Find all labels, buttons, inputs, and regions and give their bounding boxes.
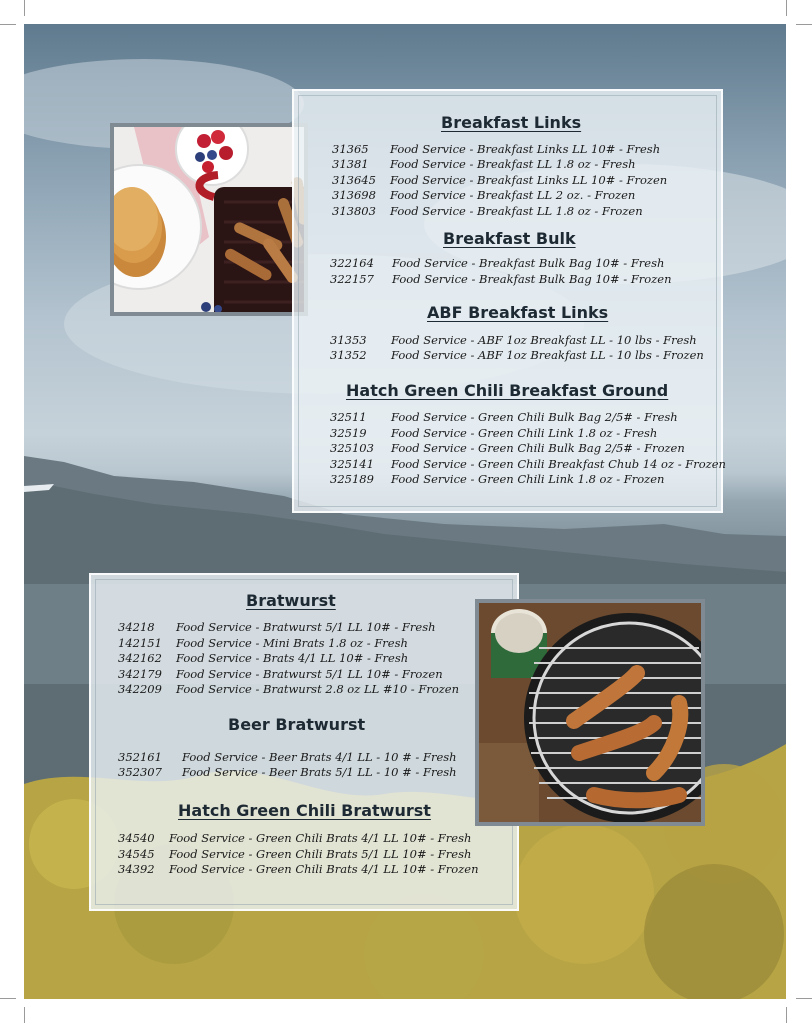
section-heading-hatch-green-chili-breakfast-ground: Hatch Green Chili Breakfast Ground [346, 381, 669, 400]
crop-mark [786, 1007, 787, 1023]
product-description: Food Service - Mini Brats 1.8 oz - Fresh [176, 636, 408, 650]
product-description: Food Service - ABF 1oz Breakfast LL - 10 lbs - Frozen [391, 348, 704, 362]
product-description: Food Service - Bratwurst 2.8 oz LL #10 - Frozen [176, 682, 460, 696]
product-code: 325103 [330, 441, 374, 455]
grill-photo [475, 599, 705, 826]
product-description: Food Service - Beer Brats 5/1 LL - 10 # - Fresh [182, 765, 457, 779]
crop-mark [0, 24, 16, 25]
section-heading-bratwurst: Bratwurst [246, 591, 336, 610]
section-heading-abf-breakfast-links: ABF Breakfast Links [427, 303, 609, 322]
product-description: Food Service - Breakfast LL 2 oz. - Frozen [390, 188, 636, 202]
crop-mark [24, 0, 25, 16]
product-code: 34218 [118, 620, 155, 634]
product-description: Food Service - Green Chili Brats 4/1 LL 10# - Fresh [169, 831, 472, 845]
product-code: 322164 [330, 256, 374, 270]
product-code: 313803 [332, 204, 376, 218]
product-code: 32511 [330, 410, 367, 424]
product-code: 31352 [330, 348, 367, 362]
product-description: Food Service - Breakfast Links LL 10# - Fresh [390, 142, 661, 156]
product-description: Food Service - Breakfast Links LL 10# - Frozen [390, 173, 668, 187]
section-heading-breakfast-bulk: Breakfast Bulk [443, 229, 576, 248]
product-description: Food Service - Green Chili Link 1.8 oz - Fresh [391, 426, 658, 440]
product-code: 352161 [118, 750, 162, 764]
product-description: Food Service - Green Chili Bulk Bag 2/5# - Frozen [391, 441, 685, 455]
product-description: Food Service - Green Chili Link 1.8 oz - Frozen [391, 472, 665, 486]
product-description: Food Service - Bratwurst 5/1 LL 10# - Frozen [176, 667, 443, 681]
section-heading-hatch-green-chili-bratwurst: Hatch Green Chili Bratwurst [178, 801, 431, 820]
crop-mark [786, 0, 787, 16]
product-code: 352307 [118, 765, 162, 779]
product-code: 313698 [332, 188, 376, 202]
product-code: 34392 [118, 862, 155, 876]
product-description: Food Service - Green Chili Brats 4/1 LL 10# - Frozen [169, 862, 479, 876]
crop-mark [796, 998, 812, 999]
crop-mark [796, 24, 812, 25]
product-code: 342179 [118, 667, 162, 681]
product-code: 34545 [118, 847, 155, 861]
section-heading-breakfast-links: Breakfast Links [441, 113, 582, 132]
product-description: Food Service - Green Chili Bulk Bag 2/5# - Fresh [391, 410, 678, 424]
section-heading-beer-bratwurst: Beer Bratwurst [228, 715, 366, 734]
product-code: 313645 [332, 173, 376, 187]
product-code: 32519 [330, 426, 367, 440]
product-code: 31353 [330, 333, 367, 347]
crop-mark [0, 998, 16, 999]
product-description: Food Service - Brats 4/1 LL 10# - Fresh [176, 651, 409, 665]
product-code: 342209 [118, 682, 162, 696]
product-code: 342162 [118, 651, 162, 665]
product-description: Food Service - Breakfast Bulk Bag 10# - Frozen [392, 272, 672, 286]
product-description: Food Service - Breakfast LL 1.8 oz - Frozen [390, 204, 643, 218]
product-code: 142151 [118, 636, 162, 650]
product-description: Food Service - Breakfast Bulk Bag 10# - Fresh [392, 256, 665, 270]
product-code: 325141 [330, 457, 374, 471]
product-code: 34540 [118, 831, 155, 845]
product-description: Food Service - Bratwurst 5/1 LL 10# - Fresh [176, 620, 436, 634]
product-code: 31381 [332, 157, 369, 171]
product-description: Food Service - Breakfast LL 1.8 oz - Fresh [390, 157, 636, 171]
breakfast-photo [110, 123, 308, 316]
product-description: Food Service - ABF 1oz Breakfast LL - 10 lbs - Fresh [391, 333, 697, 347]
product-code: 322157 [330, 272, 374, 286]
product-description: Food Service - Beer Brats 4/1 LL - 10 # - Fresh [182, 750, 457, 764]
product-description: Food Service - Green Chili Breakfast Chub 14 oz - Frozen [391, 457, 726, 471]
product-description: Food Service - Green Chili Brats 5/1 LL 10# - Fresh [169, 847, 472, 861]
product-code: 325189 [330, 472, 374, 486]
product-code: 31365 [332, 142, 369, 156]
crop-mark [24, 1007, 25, 1023]
